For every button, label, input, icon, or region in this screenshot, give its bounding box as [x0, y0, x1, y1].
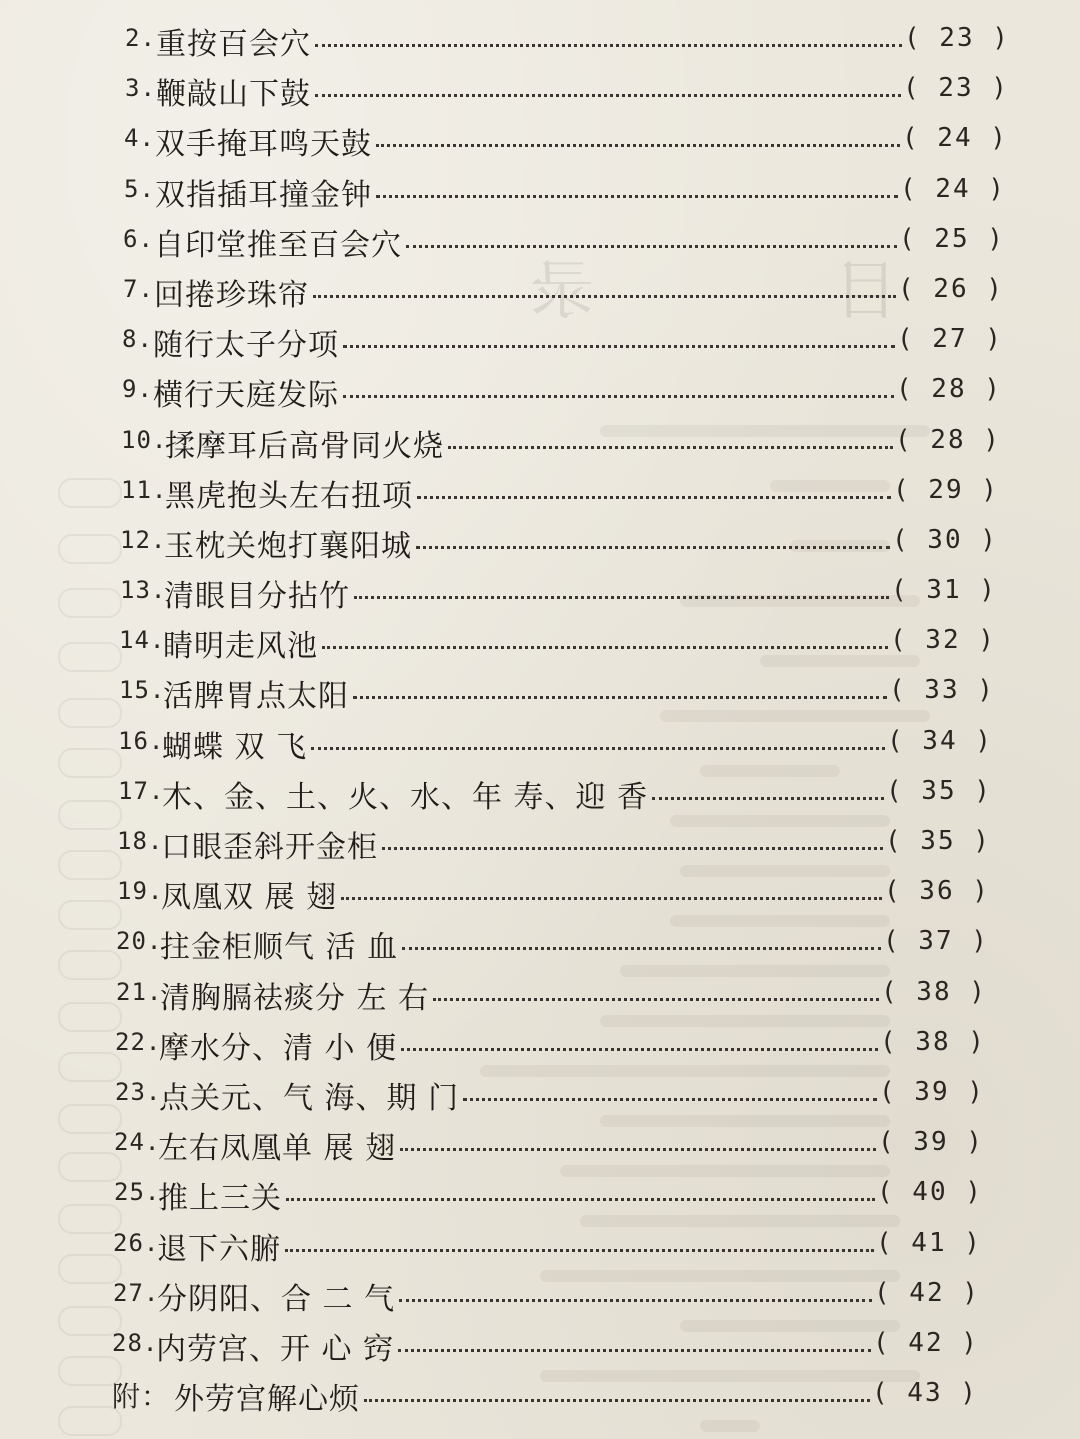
table-of-contents — [0, 14, 1080, 1419]
toc-entry-title: 黑虎抱头左右扭项 — [165, 478, 413, 514]
toc-entry-title: 推上三关 — [158, 1181, 282, 1217]
toc-entry-title: 横行天庭发际 — [153, 378, 339, 414]
toc-entry-number: 22. — [115, 1027, 162, 1056]
toc-page-number: ( 35 ) — [886, 775, 992, 806]
toc-entry — [0, 165, 1080, 215]
toc-dot-leader — [341, 897, 882, 900]
toc-page-number: ( 27 ) — [897, 324, 1003, 355]
toc-dot-leader — [433, 998, 879, 1001]
toc-page-number: ( 33 ) — [889, 675, 995, 706]
toc-entry-number: 26. — [113, 1228, 160, 1257]
toc-dot-leader — [311, 747, 885, 750]
toc-page-number: ( 23 ) — [904, 23, 1010, 53]
toc-entry-title: 退下六腑 — [157, 1231, 281, 1267]
toc-entry-title: 分阴阳、合 二 气 — [157, 1281, 396, 1317]
toc-entry-number: 20. — [116, 927, 163, 956]
toc-entry — [0, 666, 1080, 716]
toc-entry-title: 左右凤凰单 展 翅 — [158, 1131, 397, 1167]
toc-dot-leader — [364, 1399, 870, 1402]
toc-entry-title: 点关元、气 海、期 门 — [159, 1080, 460, 1116]
toc-page-number: ( 35 ) — [885, 826, 991, 856]
toc-entry-number: 2. — [125, 24, 156, 52]
toc-entry-title: 揉摩耳后高骨同火烧 — [165, 428, 444, 464]
toc-dot-leader — [399, 1299, 872, 1302]
toc-page-number: ( 41 ) — [876, 1227, 982, 1258]
toc-page-number: ( 43 ) — [872, 1378, 978, 1409]
toc-entry — [0, 1319, 1080, 1369]
toc-page-number: ( 30 ) — [892, 524, 998, 555]
toc-dot-leader — [448, 446, 893, 449]
toc-entry-number: 13. — [120, 576, 167, 605]
toc-entry-title: 双手掩耳鸣天鼓 — [155, 127, 372, 163]
toc-page-number: ( 28 ) — [895, 424, 1001, 455]
toc-page-number: ( 42 ) — [873, 1327, 979, 1358]
toc-entry-number: 14. — [119, 626, 166, 655]
toc-entry — [0, 917, 1080, 967]
toc-entry — [0, 365, 1080, 415]
toc-dot-leader — [406, 245, 897, 248]
toc-entry-title: 摩水分、清 小 便 — [159, 1030, 398, 1066]
toc-entry-title: 蝴蝶 双 飞 — [162, 729, 308, 765]
toc-entry — [0, 717, 1080, 767]
toc-entry-number: 17. — [118, 776, 165, 805]
toc-dot-leader — [286, 1198, 875, 1201]
toc-dot-leader — [322, 646, 888, 649]
toc-page-number: ( 25 ) — [899, 223, 1005, 254]
toc-page-number: ( 32 ) — [890, 625, 996, 656]
toc-entry-title: 口眼歪斜开金柜 — [161, 830, 378, 865]
toc-page-number: ( 29 ) — [893, 474, 999, 505]
toc-entry — [0, 265, 1080, 315]
toc-page-number: ( 23 ) — [903, 73, 1009, 104]
toc-entry — [0, 867, 1080, 917]
toc-entry-number: 10. — [121, 425, 168, 454]
toc-dot-leader — [343, 395, 894, 398]
toc-dot-leader — [315, 94, 901, 97]
toc-entry — [0, 64, 1080, 114]
toc-page-number: ( 24 ) — [902, 123, 1008, 154]
toc-entry-title: 木、金、土、火、水、年 寿、迎 香 — [162, 779, 649, 815]
toc-dot-leader — [354, 596, 889, 599]
toc-dot-leader — [313, 295, 896, 298]
toc-entry — [0, 968, 1080, 1018]
toc-entry-title: 清眼目分拈竹 — [164, 579, 350, 615]
toc-entry-number: 附： — [112, 1380, 171, 1414]
toc-entry-title: 重按百会穴 — [156, 27, 311, 62]
toc-entry-title: 清胸膈祛痰分 左 右 — [160, 980, 430, 1016]
toc-page-number: ( 38 ) — [880, 1026, 986, 1057]
toc-entry — [0, 466, 1080, 516]
toc-entry — [0, 616, 1080, 666]
toc-entry-number: 25. — [114, 1178, 161, 1207]
toc-page-number: ( 36 ) — [884, 876, 990, 907]
toc-dot-leader — [353, 696, 887, 699]
toc-entry-number: 11. — [121, 475, 168, 504]
toc-dot-leader — [400, 1148, 876, 1151]
toc-entry-title: 玉枕关炮打襄阳城 — [164, 528, 412, 564]
toc-entry-title: 睛明走风池 — [163, 629, 318, 665]
toc-entry-number: 21. — [116, 977, 163, 1006]
toc-entry-number: 7. — [123, 274, 154, 303]
toc-entry-title: 回捲珍珠帘 — [154, 277, 309, 313]
toc-page-number: ( 37 ) — [883, 926, 989, 957]
toc-entry-number: 24. — [114, 1128, 161, 1157]
toc-page-number: ( 26 ) — [898, 273, 1004, 304]
toc-entry-number: 23. — [115, 1077, 162, 1106]
toc-entry-number: 27. — [113, 1278, 160, 1307]
toc-page-number: ( 31 ) — [891, 575, 997, 606]
toc-entry — [0, 817, 1080, 867]
toc-page-number: ( 38 ) — [881, 976, 987, 1007]
toc-entry — [0, 1168, 1080, 1218]
toc-page-number: ( 24 ) — [900, 173, 1006, 204]
toc-entry-title: 双指插耳撞金钟 — [155, 177, 372, 213]
toc-page-number: ( 34 ) — [887, 725, 993, 756]
toc-dot-leader — [376, 195, 898, 198]
toc-page-number: ( 39 ) — [878, 1127, 984, 1158]
toc-entry-title: 自印堂推至百会穴 — [154, 227, 402, 263]
toc-dot-leader — [315, 44, 902, 47]
toc-dot-leader — [382, 847, 883, 850]
toc-entry — [0, 416, 1080, 466]
toc-entry-title: 外劳宫解心烦 — [174, 1382, 360, 1418]
toc-entry-title: 拄金柜顺气 活 血 — [160, 930, 399, 966]
toc-entry — [0, 566, 1080, 616]
toc-page-number: ( 28 ) — [896, 374, 1002, 405]
toc-dot-leader — [417, 496, 891, 499]
toc-dot-leader — [285, 1249, 874, 1252]
toc-entry-number: 19. — [117, 877, 164, 906]
toc-dot-leader — [402, 947, 881, 950]
toc-entry-title: 随行太子分项 — [153, 328, 339, 364]
toc-entry-number: 18. — [117, 827, 164, 855]
toc-entry — [0, 1369, 1080, 1419]
toc-dot-leader — [343, 345, 895, 348]
toc-entry — [0, 1269, 1080, 1319]
toc-entry — [0, 315, 1080, 365]
toc-entry-number: 6. — [123, 224, 154, 253]
toc-entry-number: 15. — [119, 676, 166, 705]
toc-dot-leader — [463, 1098, 877, 1101]
toc-entry — [0, 14, 1080, 64]
toc-page-number: ( 39 ) — [879, 1076, 985, 1107]
toc-entry-number: 5. — [124, 174, 155, 203]
toc-entry-number: 8. — [122, 325, 153, 354]
bleed-through-title: 目 录 — [420, 255, 899, 329]
toc-dot-leader — [376, 144, 900, 147]
toc-dot-leader — [416, 546, 890, 549]
toc-entry-number: 4. — [124, 124, 155, 153]
toc-entry-number: 12. — [120, 525, 167, 554]
toc-entry — [0, 114, 1080, 164]
toc-entry-title: 凤凰双 展 翅 — [161, 880, 338, 916]
toc-entry — [0, 215, 1080, 265]
toc-entry — [0, 1118, 1080, 1168]
toc-dot-leader — [398, 1349, 871, 1352]
toc-entry-title: 活脾胃点太阳 — [163, 679, 349, 715]
toc-entry-title: 内劳宫、开 心 窍 — [156, 1331, 395, 1367]
toc-entry-title: 鞭敲山下鼓 — [156, 77, 311, 113]
toc-entry — [0, 516, 1080, 566]
toc-entry-number: 9. — [122, 375, 153, 404]
toc-entry — [0, 1219, 1080, 1269]
toc-entry-number: 28. — [112, 1328, 159, 1357]
toc-entry — [0, 767, 1080, 817]
toc-entry-number: 3. — [125, 74, 156, 103]
toc-dot-leader — [401, 1048, 878, 1051]
toc-entry — [0, 1068, 1080, 1118]
toc-dot-leader — [652, 797, 884, 800]
toc-page-number: ( 42 ) — [874, 1277, 980, 1308]
toc-entry-number: 16. — [118, 726, 165, 755]
toc-page-number: ( 40 ) — [877, 1177, 983, 1208]
toc-entry — [0, 1018, 1080, 1068]
